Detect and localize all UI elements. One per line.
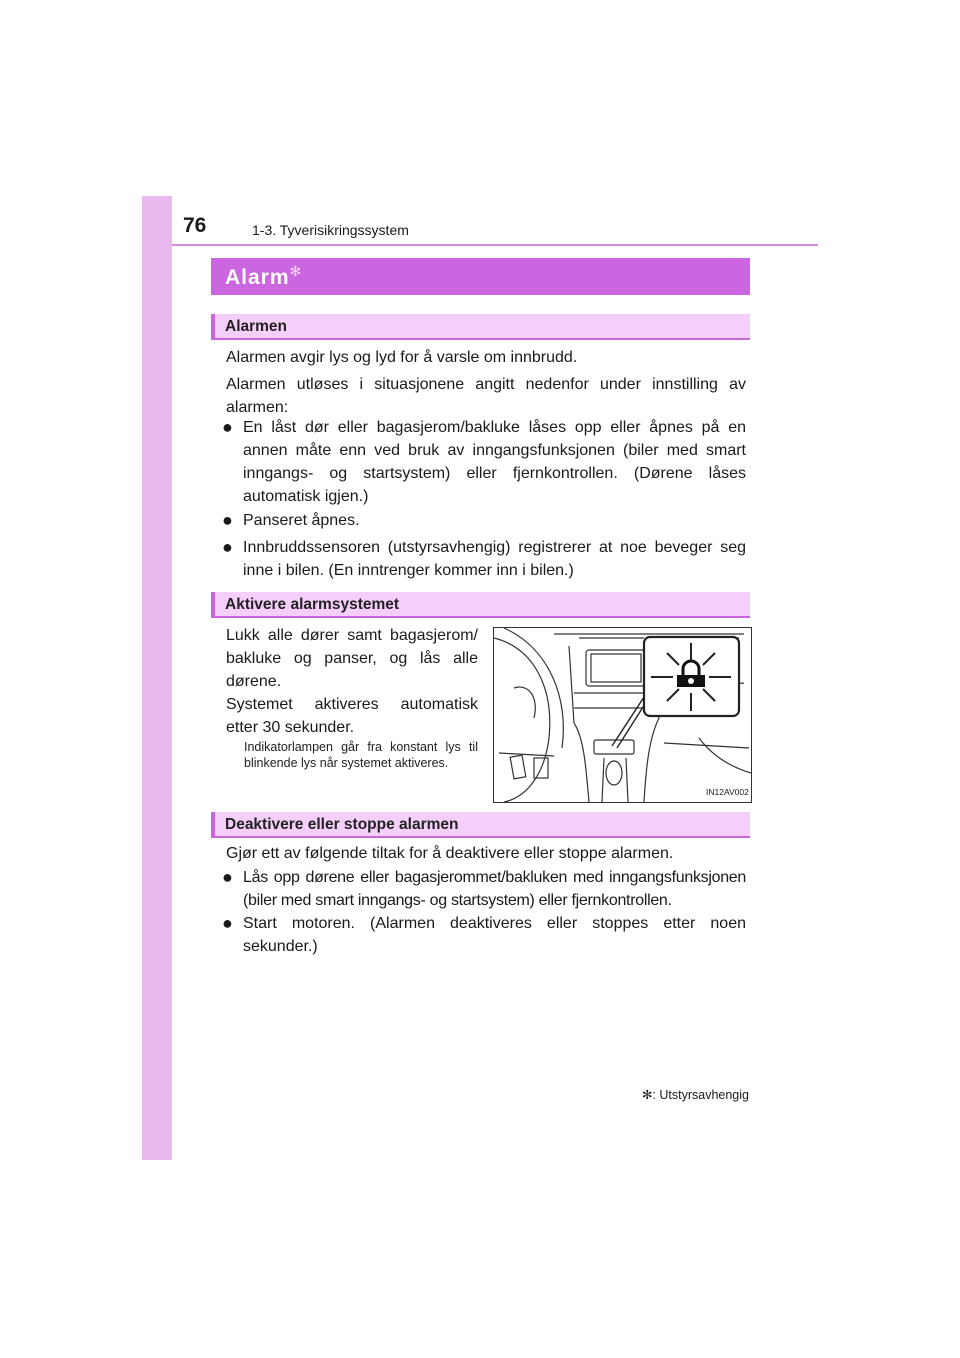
heading-alarmen: Alarmen	[211, 314, 750, 340]
dashboard-illustration	[493, 627, 752, 803]
header-rule	[172, 244, 818, 246]
page-title-text: Alarm	[225, 266, 290, 289]
bullet-dot: ●	[222, 537, 233, 557]
footnote-text: : Utstyrsavhengig	[652, 1088, 749, 1102]
footnote-mark: ✻	[641, 1088, 653, 1102]
bullet-text: Start motoren. (Alarmen deaktiveres eller stoppes etter noen sekunder.)	[243, 915, 746, 955]
aktivere-note: Indikatorlampen går fra konstant lys til blinkende lys når systemet aktiveres.	[244, 740, 478, 770]
page-number: 76	[183, 214, 207, 237]
alarmen-bullet-2	[222, 509, 746, 532]
bullet-text: Lås opp dørene eller bagasjerommet/bakluken med inngangsfunksjonen (biler med smart inngangs- og startsystem) eller fjernkontrollen.	[243, 869, 746, 909]
bullet-text: Panseret åpnes.	[243, 512, 360, 529]
optional-equipment-mark: ✻	[289, 263, 303, 279]
footnote	[642, 1087, 749, 1102]
aktivere-instruction-2: Systemet aktiveres automatisk etter 30 sekunder.	[226, 696, 478, 736]
alarmen-bullet-1	[222, 416, 746, 508]
deaktivere-intro: Gjør ett av følgende tiltak for å deaktivere eller stoppe alarmen.	[226, 845, 674, 862]
bullet-dot: ●	[222, 417, 233, 437]
alarmen-intro-1: Alarmen avgir lys og lyd for å varsle om innbrudd.	[226, 349, 578, 366]
figure-code: IN12AV002	[706, 787, 749, 797]
dashboard-drawing	[494, 628, 751, 802]
section-header: 1-3. Tyverisikringssystem	[252, 222, 409, 238]
heading-aktivere: Aktivere alarmsystemet	[211, 592, 750, 618]
aktivere-instruction: Lukk alle dører samt bagasjerom/ bakluke og panser, og lås alle dørene.	[226, 627, 478, 690]
deaktivere-bullet-1	[222, 866, 746, 912]
page-title	[211, 258, 750, 295]
bullet-dot: ●	[222, 867, 233, 887]
alarmen-intro-2: Alarmen utløses i situasjonene angitt nedenfor under innstilling av alarmen:	[226, 376, 746, 416]
bullet-text: Innbruddssensoren (utstyrsavhengig) registrerer at noe beveger seg inne i bilen. (En inntrenger kommer inn i bilen.)	[243, 539, 746, 579]
heading-deaktivere: Deaktivere eller stoppe alarmen	[211, 812, 750, 838]
bullet-dot: ●	[222, 913, 233, 933]
deaktivere-bullet-2	[222, 912, 746, 958]
alarmen-bullet-3	[222, 536, 746, 582]
side-tab-strip	[142, 196, 172, 1160]
bullet-dot: ●	[222, 510, 233, 530]
bullet-text: En låst dør eller bagasjerom/bakluke låses opp eller åpnes på en annen måte enn ved bruk av inngangsfunksjonen (biler med smart inngangs- og startsystem) eller fjernkontrollen. (Dørene låses automatisk igjen.)	[243, 419, 746, 505]
